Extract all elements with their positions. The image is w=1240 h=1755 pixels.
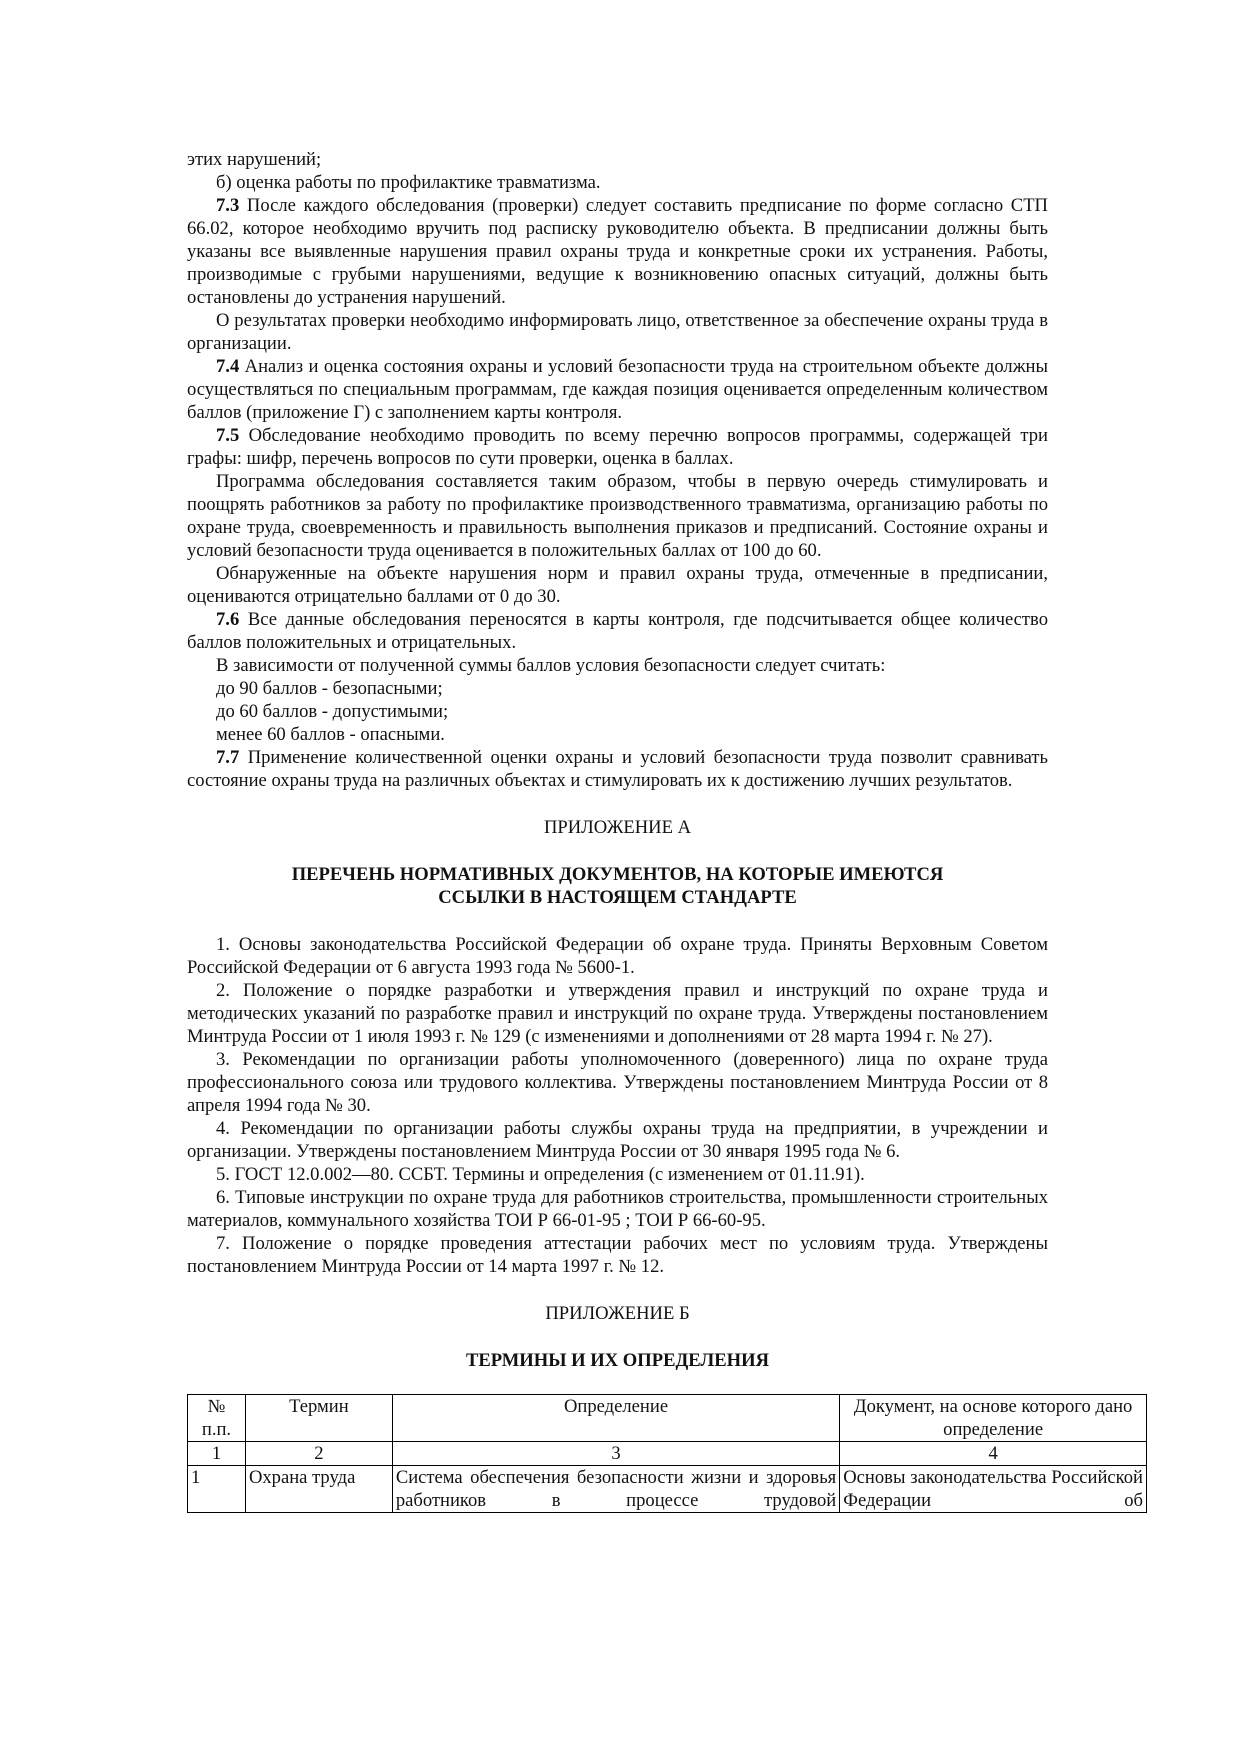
header-document: Документ, на основе которого дано определение: [840, 1395, 1147, 1442]
terms-table: [187, 1394, 1147, 1513]
paragraph: [187, 723, 1048, 746]
paragraph: [187, 194, 1048, 309]
paragraph-text: этих нарушений;: [187, 149, 322, 170]
appendix-a-list: [187, 933, 1048, 1278]
clause-number: 7.6: [216, 609, 240, 630]
list-item: 6. Типовые инструкции по охране труда для работников строительства, промышленности строительных материалов, коммунального хозяйства ТОИ Р 66-01-95 ; ТОИ Р 66-60-95.: [187, 1187, 1048, 1231]
table-header-row: [188, 1395, 1147, 1442]
paragraph-text: Программа обследования составляется таким образом, чтобы в первую очередь стимулировать и поощрять работников за работу по профилактике производственного травматизма, организацию работы по охране труда, своевременность и правильность выполнения приказов и предписаний. Состояние охраны и условий безопасности труда оценивается в положительных баллах от 100 до 60.: [187, 471, 1048, 561]
list-item: 4. Рекомендации по организации работы службы охраны труда на предприятии, в учреждении и организации. Утверждены постановлением Минтруда России от 30 января 1995 года № 6.: [187, 1118, 1048, 1162]
paragraph: [187, 562, 1048, 608]
header-term: Термин: [245, 1395, 392, 1442]
appendix-a-title-line1: ПЕРЕЧЕНЬ НОРМАТИВНЫХ ДОКУМЕНТОВ, НА КОТОРЫЕ ИМЕЮТСЯ: [291, 864, 944, 885]
clause-number: 7.5: [216, 425, 240, 446]
paragraph: [187, 677, 1048, 700]
paragraph: [187, 470, 1048, 562]
paragraph: [187, 746, 1048, 792]
list-item: 1. Основы законодательства Российской Федерации об охране труда. Приняты Верховным Советом Российской Федерации от 6 августа 1993 года № 5600-1.: [187, 934, 1048, 978]
paragraph-text: менее 60 баллов - опасными.: [216, 724, 445, 745]
header-definition: Определение: [392, 1395, 839, 1442]
paragraph-text: до 90 баллов - безопасными;: [216, 678, 443, 699]
clause-number: 7.4: [216, 356, 240, 377]
document-page: [187, 148, 1143, 1513]
paragraph-text: О результатах проверки необходимо информировать лицо, ответственное за обеспечение охраны труда в организации.: [187, 310, 1048, 354]
paragraph-text: Все данные обследования переносятся в карты контроля, где подсчитывается общее количество баллов положительных и отрицательных.: [187, 609, 1048, 653]
paragraph-text: б) оценка работы по профилактике травматизма.: [216, 172, 601, 193]
paragraph-text: Анализ и оценка состояния охраны и условий безопасности труда на строительном объекте должны осуществляться по специальным программам, где каждая позиция оценивается определенным количеством баллов (приложение Г) с заполнением карты контроля.: [187, 356, 1048, 423]
list-item: 7. Положение о порядке проведения аттестации рабочих мест по условиям труда. Утверждены постановлением Минтруда России от 14 марта 1997 г. № 12.: [187, 1233, 1048, 1277]
clause-number: 7.7: [216, 747, 240, 768]
row-term: Охрана труда: [245, 1466, 392, 1513]
table-row: [188, 1466, 1147, 1513]
list-item: 2. Положение о порядке разработки и утверждения правил и инструкций по охране труда и методических указаний по разработке правил и инструкций по охране труда. Утверждены постановлением Минтруда России от 1 июля 1993 г. № 129 (с изменениями и дополнениями от 28 марта 1994 г. № 27).: [187, 980, 1048, 1047]
paragraph: [187, 355, 1048, 424]
paragraph: [187, 700, 1048, 723]
column-number: 1: [188, 1442, 246, 1466]
appendix-a-title-line2: ССЫЛКИ В НАСТОЯЩЕМ СТАНДАРТЕ: [438, 887, 797, 908]
row-definition: Система обеспечения безопасности жизни и здоровья работников в процессе трудовой: [392, 1466, 839, 1513]
section-7-text: [187, 148, 1048, 792]
row-number: 1: [188, 1466, 246, 1513]
paragraph-text: После каждого обследования (проверки) следует составить предписание по форме согласно СТП 66.02, которое необходимо вручить под расписку руководителю объекта. В предписании должны быть указаны все выявленные нарушения правил охраны труда и конкретные сроки их устранения. Работы, производимые с грубыми нарушениями, ведущие к возникновению опасных ситуаций, должны быть остановлены до устранения нарушений.: [187, 195, 1048, 308]
paragraph-text: Обнаруженные на объекте нарушения норм и правил охраны труда, отмеченные в предписании, оцениваются отрицательно баллами от 0 до 30.: [187, 563, 1048, 607]
row-document: Основы законодательства Российской Федерации об: [840, 1466, 1147, 1513]
appendix-b-title: ТЕРМИНЫ И ИХ ОПРЕДЕЛЕНИЯ: [465, 1350, 770, 1371]
paragraph: [187, 309, 1048, 355]
paragraph: [187, 424, 1048, 470]
header-number: № п.п.: [188, 1395, 246, 1442]
column-number: 3: [392, 1442, 839, 1466]
appendix-a-label: ПРИЛОЖЕНИЕ А: [543, 817, 692, 838]
paragraph-text: Обследование необходимо проводить по всему перечню вопросов программы, содержащей три графы: шифр, перечень вопросов по сути проверки, оценка в баллах.: [187, 425, 1048, 469]
list-item: 5. ГОСТ 12.0.002—80. ССБТ. Термины и определения (с изменением от 01.11.91).: [216, 1164, 865, 1185]
clause-number: 7.3: [216, 195, 240, 216]
appendix-b-label: ПРИЛОЖЕНИЕ Б: [545, 1303, 690, 1324]
list-item: 3. Рекомендации по организации работы уполномоченного (доверенного) лица по охране труда профессионального союза или трудового коллектива. Утверждены постановлением Минтруда России от 8 апреля 1994 года № 30.: [187, 1049, 1048, 1116]
paragraph-text: В зависимости от полученной суммы баллов условия безопасности следует считать:: [216, 655, 886, 676]
paragraph-text: до 60 баллов - допустимыми;: [216, 701, 449, 722]
paragraph: [187, 654, 1048, 677]
column-number: 2: [245, 1442, 392, 1466]
paragraph: [187, 608, 1048, 654]
paragraph: [187, 171, 1048, 194]
column-number: 4: [840, 1442, 1147, 1466]
paragraph: [187, 148, 1048, 171]
table-column-numbers-row: [188, 1442, 1147, 1466]
paragraph-text: Применение количественной оценки охраны и условий безопасности труда позволит сравнивать состояние охраны труда на различных объектах и стимулировать их к достижению лучших результатов.: [187, 747, 1048, 791]
